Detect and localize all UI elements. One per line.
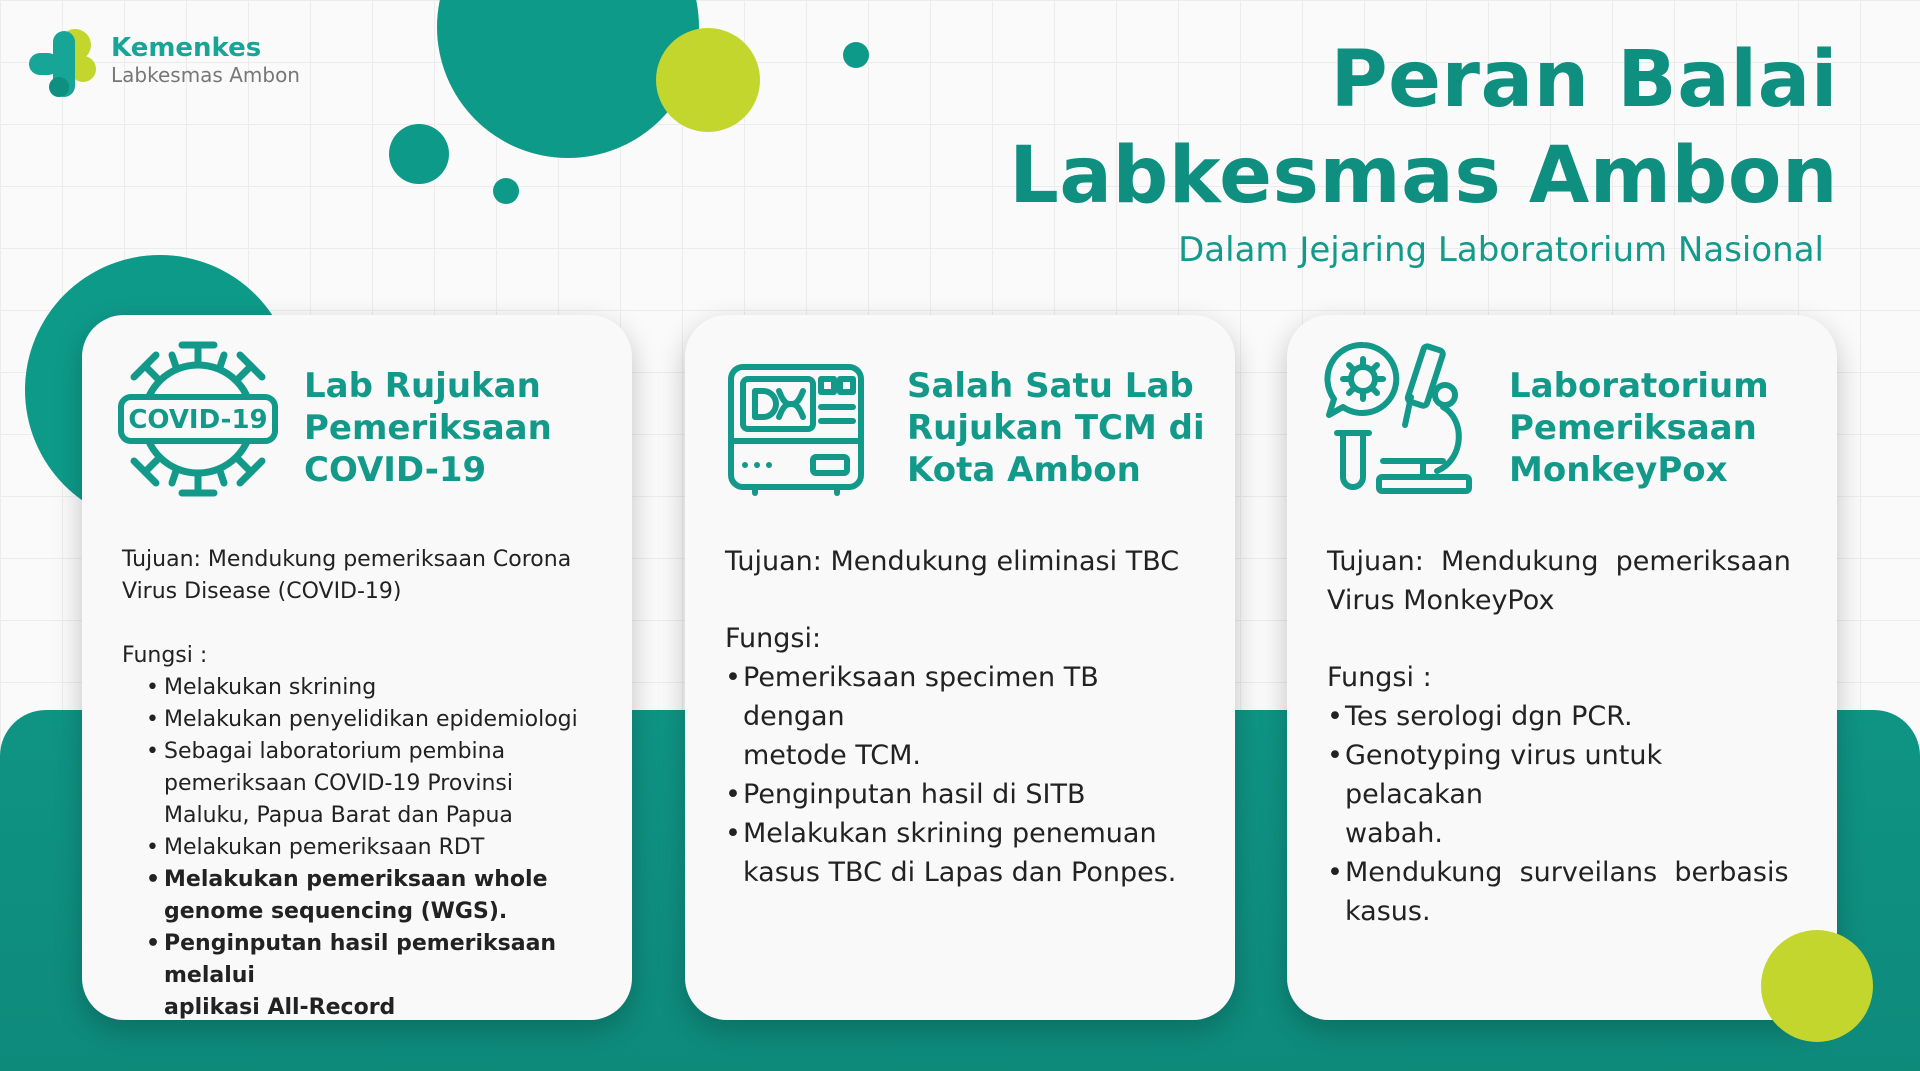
list-item: • Melakukan pemeriksaan whole genome sequencing (WGS). [164, 864, 600, 928]
list-item: • Tes serologi dgn PCR. [1345, 697, 1805, 736]
deco-circle-med [389, 124, 449, 184]
list-item: • Melakukan skrining penemuan kasus TBC di Lapas dan Ponpes. [743, 814, 1203, 892]
card-monkeypox [1287, 315, 1837, 1020]
card-title-line: Pemeriksaan [304, 408, 552, 448]
card-title-line: Kota Ambon [907, 450, 1141, 490]
tujuan-line: Tujuan: Mendukung pemeriksaan Corona [122, 547, 572, 572]
kemenkes-logo [25, 25, 325, 105]
tujuan-line: Virus MonkeyPox [1327, 585, 1555, 616]
card-body [725, 542, 1203, 892]
card-title-line: Lab Rujukan [304, 366, 541, 406]
card-title [304, 365, 612, 491]
fungsi-list [725, 658, 1203, 892]
title-line-2: Labkesmas Ambon [1009, 131, 1838, 221]
covid-19-virus-icon [118, 337, 278, 497]
fungsi-label: Fungsi : [1327, 662, 1432, 693]
covid-icon-label: COVID-19 [128, 405, 268, 435]
kemenkes-plus-logo-icon [25, 25, 101, 101]
tujuan-line: Tujuan: Mendukung eliminasi TBC [725, 546, 1180, 577]
deco-circle-dot [843, 42, 869, 68]
page-subtitle: Dalam Jejaring Laboratorium Nasional [1178, 230, 1824, 270]
list-item: • Mendukung surveilans berbasis kasus. [1345, 853, 1805, 931]
list-item: • Melakukan penyelidikan epidemiologi [164, 704, 600, 736]
list-item: • Melakukan pemeriksaan RDT [164, 832, 600, 864]
card-title-line: MonkeyPox [1509, 450, 1728, 490]
pcr-machine-icon [721, 337, 881, 497]
fungsi-list [122, 672, 600, 1024]
card-body [1327, 542, 1805, 931]
deco-circle-lime-bottom [1761, 930, 1873, 1042]
tujuan-line: Virus Disease (COVID-19) [122, 579, 402, 604]
card-title-line: Rujukan TCM di [907, 408, 1205, 448]
fungsi-list [1327, 697, 1805, 931]
card-title [907, 365, 1215, 491]
list-item: • Penginputan hasil pemeriksaan melalui aplikasi All-Record [164, 928, 600, 1024]
page-title [1009, 32, 1838, 224]
card-body [122, 544, 600, 1024]
title-line-1: Peran Balai [1330, 35, 1838, 125]
card-covid [82, 315, 632, 1020]
card-title-line: COVID-19 [304, 450, 487, 490]
list-item: • Sebagai laboratorium pembina pemeriksaan COVID-19 Provinsi Maluku, Papua Barat dan Papua [164, 736, 600, 832]
card-title-line: Pemeriksaan [1509, 408, 1757, 448]
list-item: • Melakukan skrining [164, 672, 600, 704]
logo-name: Kemenkes [111, 33, 262, 63]
list-item: • Pemeriksaan specimen TB dengan metode TCM. [743, 658, 1203, 775]
deco-circle-small [493, 178, 519, 204]
list-item: • Penginputan hasil di SITB [743, 775, 1203, 814]
list-item: • Genotyping virus untuk pelacakan wabah. [1345, 736, 1805, 853]
deco-circle-lime [656, 28, 760, 132]
tujuan-line: Tujuan: Mendukung pemeriksaan [1327, 546, 1791, 577]
card-title [1509, 365, 1817, 491]
card-title-line: Laboratorium [1509, 366, 1769, 406]
fungsi-label: Fungsi : [122, 643, 208, 668]
microscope-virus-icon [1323, 337, 1483, 497]
card-tcm [685, 315, 1235, 1020]
logo-sub: Labkesmas Ambon [111, 63, 300, 87]
fungsi-label: Fungsi: [725, 623, 822, 654]
card-title-line: Salah Satu Lab [907, 366, 1194, 406]
